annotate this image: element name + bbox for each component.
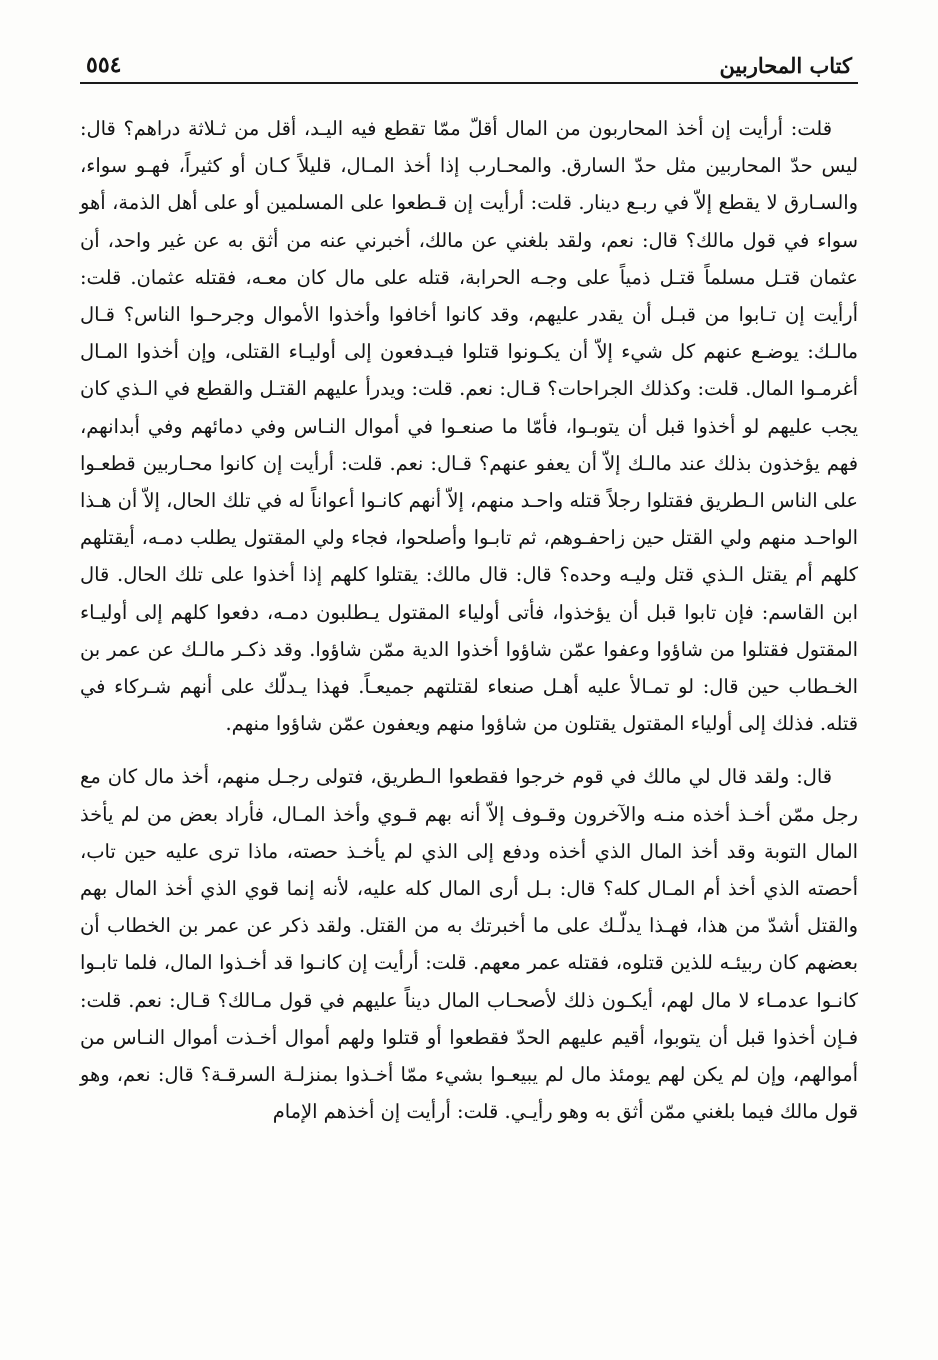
running-title: كتاب المحاربين bbox=[719, 53, 852, 78]
page-number: ٥٥٤ bbox=[86, 52, 122, 78]
paragraph: قال: ولقد قال لي مالك في قوم خرجوا فقطعوا الـطريق، فتولى رجـل منهم، أخذ مال كان مع رجل ممّن أخـذ أخذه منـه والآخرون وقـوف إلاّ أنه بهم قـوي وأخذ المـال، فأراد بعض من لم يأخذ المال التوبة وقد أخذ المال الذي أخذه ودفع إلى الذي لم يأخـذ حصته، ماذا ترى عليه حين تاب، أحصته الذي أخذ أم المـال كله؟ قال: بـل أرى المال كله عليه، لأنه إنما قوي الذي أخذ المال بهم والقتل أشدّ من هذا، فهـذا يدلّـك على ما أخبرتك به من القتل. ولقد ذكر عن عمر بن الخطاب أن بعضهم كان ربيئـه للذين قتلوه، فقتله عمر معهم. قلت: أرأيت إن كانـوا قد أخـذوا المال، فلما تابـوا كانـوا عدمـاء لا مال لهم، أيكـون ذلك لأصحـاب المال ديناً عليهم في قول مـالك؟ قـال: نعم. قلت: فـإن أخذوا قبل أن يتوبوا، أقيم عليهم الحدّ فقطعوا أو قتلوا ولهم أموال أخـذت أموال النـاس من أموالهم، وإن لم يكن لهم يومئذ مال لم يبيعـوا بشيء ممّا أخـذوا بمنزلـة السرقـة؟ قال: نعم، وهو قول مالك فيما بلغني ممّن أثق به وهو رأيـي. قلت: أرأيت إن أخذهم الإمام bbox=[80, 765, 858, 1124]
book-page bbox=[80, 40, 858, 1330]
paragraph: قلت: أرأيت إن أخذ المحاربون من المال أقلّ ممّا تقطع فيه اليـد، أقل من ثـلاثة دراهم؟ قال: ليس حدّ المحاربين مثل حدّ السارق. والمحـارب إذا أخذ المـال، قليلاً كـان أو كثيراً، فهـو سواء، والسـارق لا يقطع إلاّ في ربـع دينار. قلت: أرأيت إن قـطعوا على المسلمين أو على أهل الذمة، أهو سواء في قول مالك؟ قال: نعم، ولقد بلغني عن مالك، أخبرني عنه من أثق به عن غير واحد، أن عثمان قتـل مسلماً قتـل ذمياً على وجـه الحرابة، قتله على مال كان معـه، فقتله عثمان. قلت: أرأيت إن تـابوا من قبـل أن يقدر عليهم، وقد كانوا أخافوا وأخذوا الأموال وجرحـوا الناس؟ قـال مالـك: يوضـع عنهم كل شيء إلاّ أن يكـونوا قتلوا فيـدفعون إلى أوليـاء القتلى، وإن أخذوا المـال أغرمـوا المال. قلت: وكذلك الجراحات؟ قـال: نعم. قلت: ويدرأ عليهم القتـل والقطع في الـذي كان يجب عليهم لو أخذوا قبل أن يتوبـوا، فأمّا ما صنعـوا في أموال النـاس وفي دمائهم وفي أبدانهم، فهم يؤخذون بذلك عند مالـك إلاّ أن يعفو عنهم؟ قـال: نعم. قلت: أرأيت إن كانوا محـاربين قطعـوا على الناس الـطريق فقتلوا رجلاً قتله واحـد منهم، إلاّ أنهم كانـوا أعواناً له في تلك الحال، إلاّ أن هـذا الواحـد منهم ولي القتل حين زاحفـوهم، ثم تابـوا وأصلحوا، فجاء ولي المقتول يطلب دمـه، أيقتلهم كلهم أم يقتل الـذي قتل وليـه وحده؟ قال: قال مالك: يقتلوا كلهم إذا أخذوا على تلك الحال. قال ابن القاسم: فإن تابوا قبل أن يؤخذوا، فأتى أولياء المقتول يـطلبون دمـه، دفعوا كلهم إلى أوليـاء المقتول فقتلوا من شاؤوا وعفوا عمّن شاؤوا أخذوا الدية ممّن شاؤوا. وقد ذكـر مالـك عن عمر بن الخـطاب حين قال: لو تمـالأ عليه أهـل صنعاء لقتلتهم جميعـاً. فهذا يـدلّك على أنهم شـركاء في قتله. فذلك إلى أولياء المقتول يقتلون من شاؤوا منهم ويعفون عمّن شاؤوا منهم. bbox=[80, 117, 858, 736]
page-header bbox=[80, 40, 858, 84]
body-text bbox=[80, 110, 858, 1130]
